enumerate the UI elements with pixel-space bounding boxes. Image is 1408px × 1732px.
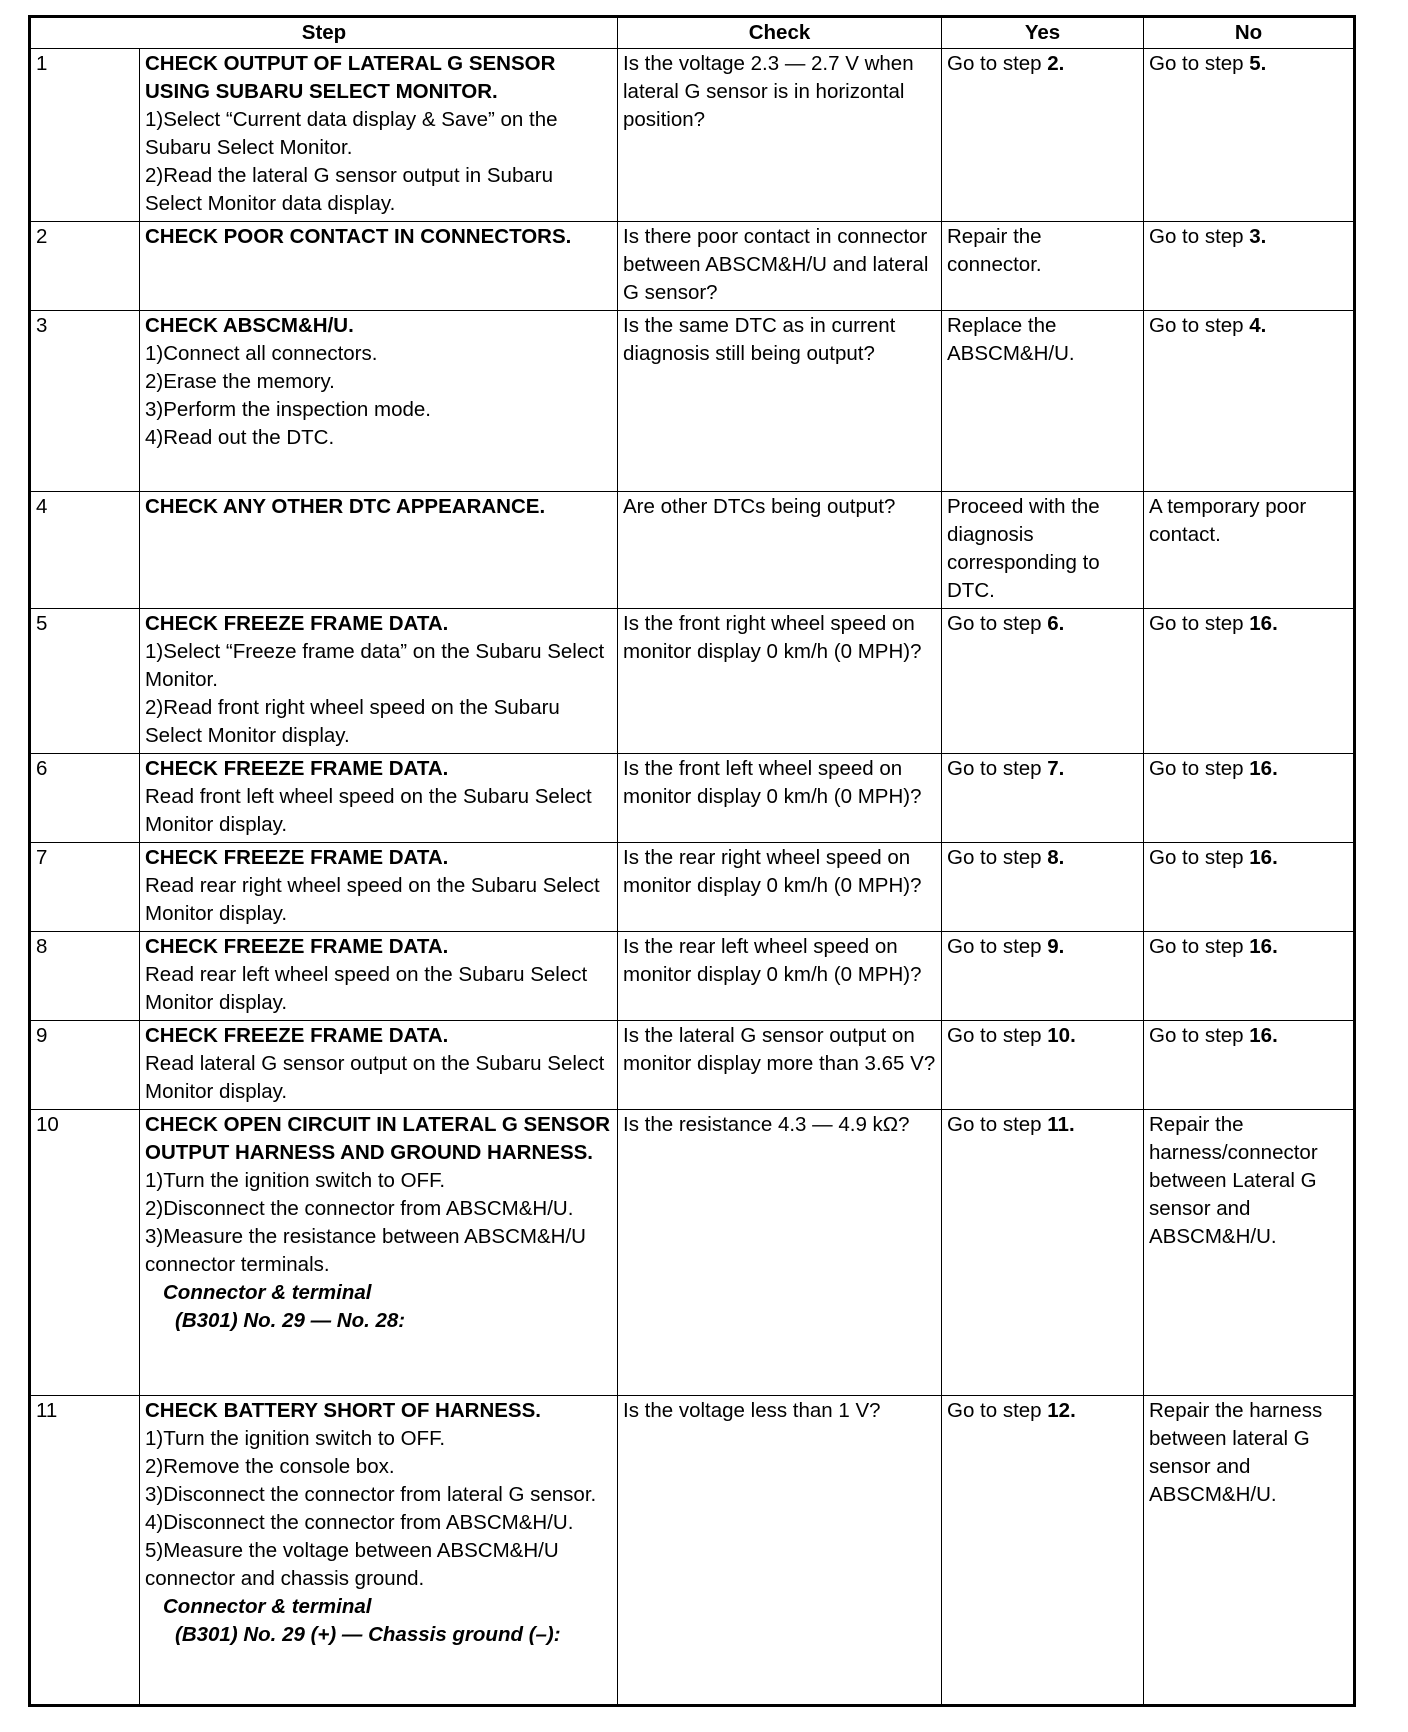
- table-row: [30, 492, 1355, 609]
- yes-step-ref: 9.: [1047, 935, 1065, 958]
- step-action: [140, 843, 618, 932]
- table-row: [30, 609, 1355, 754]
- step-action: [140, 1021, 618, 1110]
- step-instruction: 1)Turn the ignition switch to OFF.: [145, 1427, 446, 1450]
- yes-text: Go to step: [947, 1113, 1048, 1136]
- yes-text: Go to step: [947, 935, 1048, 958]
- no-cell: [1144, 222, 1355, 311]
- step-number: 10: [30, 1110, 140, 1396]
- no-step-ref: 16.: [1249, 757, 1278, 780]
- header-row: [30, 17, 1355, 49]
- header-yes: Yes: [942, 17, 1144, 49]
- yes-step-ref: 6.: [1047, 612, 1065, 635]
- table-row: [30, 1021, 1355, 1110]
- step-title: CHECK FREEZE FRAME DATA.: [145, 757, 449, 780]
- step-number: 5: [30, 609, 140, 754]
- no-cell: [1144, 311, 1355, 492]
- no-text: Go to step: [1149, 757, 1250, 780]
- step-instruction: 3)Perform the inspection mode.: [145, 398, 431, 421]
- step-number: 1: [30, 49, 140, 222]
- yes-step-ref: 10.: [1047, 1024, 1076, 1047]
- step-number: 8: [30, 932, 140, 1021]
- step-title: CHECK FREEZE FRAME DATA.: [145, 612, 449, 635]
- no-cell: [1144, 609, 1355, 754]
- yes-step-ref: 8.: [1047, 846, 1065, 869]
- check-text: Is the voltage 2.3 — 2.7 V when lateral G sensor is in horizontal position?: [618, 49, 942, 222]
- no-cell: Repair the harness/connector between Lateral G sensor and ABSCM&H/U.: [1144, 1110, 1355, 1396]
- table-row: [30, 311, 1355, 492]
- no-step-ref: 16.: [1249, 1024, 1278, 1047]
- no-step-ref: 16.: [1249, 612, 1278, 635]
- table-row: [30, 754, 1355, 843]
- no-cell: [1144, 754, 1355, 843]
- yes-cell: [942, 609, 1144, 754]
- step-instruction: Read rear left wheel speed on the Subaru Select Monitor display.: [145, 963, 588, 1014]
- check-text: Is the rear left wheel speed on monitor display 0 km/h (0 MPH)?: [618, 932, 942, 1021]
- no-step-ref: 3.: [1249, 225, 1267, 248]
- check-text: Is the resistance 4.3 — 4.9 kΩ?: [618, 1110, 942, 1396]
- yes-text: Go to step: [947, 846, 1048, 869]
- step-number: 6: [30, 754, 140, 843]
- step-title: CHECK ANY OTHER DTC APPEARANCE.: [145, 495, 546, 518]
- connector-terminal-value: (B301) No. 29 — No. 28:: [175, 1309, 406, 1332]
- yes-cell: [942, 754, 1144, 843]
- no-text: Go to step: [1149, 846, 1250, 869]
- yes-text: Go to step: [947, 1024, 1048, 1047]
- yes-cell: [942, 1396, 1144, 1706]
- no-text: Go to step: [1149, 935, 1250, 958]
- yes-text: Go to step: [947, 757, 1048, 780]
- step-number: 7: [30, 843, 140, 932]
- no-text: Go to step: [1149, 1024, 1250, 1047]
- step-instruction: Read front left wheel speed on the Subaru Select Monitor display.: [145, 785, 592, 836]
- step-number: 11: [30, 1396, 140, 1706]
- yes-cell: [942, 1110, 1144, 1396]
- step-number: 9: [30, 1021, 140, 1110]
- connector-terminal-value: (B301) No. 29 (+) — Chassis ground (–):: [175, 1623, 561, 1646]
- no-cell: [1144, 843, 1355, 932]
- header-step: Step: [30, 17, 618, 49]
- step-title: CHECK FREEZE FRAME DATA.: [145, 846, 449, 869]
- yes-text: Go to step: [947, 612, 1048, 635]
- step-action: [140, 932, 618, 1021]
- yes-cell: [942, 843, 1144, 932]
- step-instruction: 5)Measure the voltage between ABSCM&H/U connector and chassis ground.: [145, 1539, 559, 1590]
- check-text: Is the same DTC as in current diagnosis still being output?: [618, 311, 942, 492]
- step-action: [140, 609, 618, 754]
- no-cell: Repair the harness between lateral G sensor and ABSCM&H/U.: [1144, 1396, 1355, 1706]
- yes-cell: [942, 932, 1144, 1021]
- no-cell: [1144, 1021, 1355, 1110]
- step-instruction: 4)Disconnect the connector from ABSCM&H/U.: [145, 1511, 574, 1534]
- step-title: CHECK OUTPUT OF LATERAL G SENSOR USING SUBARU SELECT MONITOR.: [145, 52, 556, 103]
- table-row: [30, 222, 1355, 311]
- yes-cell: Replace the ABSCM&H/U.: [942, 311, 1144, 492]
- step-instruction: 3)Measure the resistance between ABSCM&H/U connector terminals.: [145, 1225, 586, 1276]
- step-instruction: 2)Remove the console box.: [145, 1455, 395, 1478]
- step-title: CHECK OPEN CIRCUIT IN LATERAL G SENSOR OUTPUT HARNESS AND GROUND HARNESS.: [145, 1113, 611, 1164]
- check-text: Are other DTCs being output?: [618, 492, 942, 609]
- check-text: Is the lateral G sensor output on monitor display more than 3.65 V?: [618, 1021, 942, 1110]
- connector-terminal-label: Connector & terminal: [163, 1281, 372, 1304]
- step-action: [140, 1396, 618, 1706]
- yes-cell: Repair the connector.: [942, 222, 1144, 311]
- step-instruction: 2)Erase the memory.: [145, 370, 335, 393]
- no-step-ref: 5.: [1249, 52, 1267, 75]
- yes-step-ref: 7.: [1047, 757, 1065, 780]
- step-instruction: 3)Disconnect the connector from lateral G sensor.: [145, 1483, 597, 1506]
- no-step-ref: 16.: [1249, 935, 1278, 958]
- no-cell: [1144, 932, 1355, 1021]
- step-action: [140, 492, 618, 609]
- connector-terminal-label: Connector & terminal: [163, 1595, 372, 1618]
- step-instruction: Read rear right wheel speed on the Subaru Select Monitor display.: [145, 874, 600, 925]
- step-number: 2: [30, 222, 140, 311]
- step-instruction: 2)Read front right wheel speed on the Subaru Select Monitor display.: [145, 696, 560, 747]
- yes-cell: Proceed with the diagnosis corresponding to DTC.: [942, 492, 1144, 609]
- yes-text: Go to step: [947, 52, 1048, 75]
- no-text: Go to step: [1149, 52, 1250, 75]
- no-text: Go to step: [1149, 225, 1250, 248]
- table-row: [30, 843, 1355, 932]
- no-cell: A temporary poor contact.: [1144, 492, 1355, 609]
- no-cell: [1144, 49, 1355, 222]
- yes-step-ref: 11.: [1047, 1113, 1075, 1136]
- step-instruction: 2)Read the lateral G sensor output in Subaru Select Monitor data display.: [145, 164, 553, 215]
- check-text: Is there poor contact in connector between ABSCM&H/U and lateral G sensor?: [618, 222, 942, 311]
- check-text: Is the voltage less than 1 V?: [618, 1396, 942, 1706]
- yes-text: Go to step: [947, 1399, 1048, 1422]
- step-instruction: Read lateral G sensor output on the Subaru Select Monitor display.: [145, 1052, 605, 1103]
- check-text: Is the front left wheel speed on monitor display 0 km/h (0 MPH)?: [618, 754, 942, 843]
- diagnostic-table: [28, 15, 1356, 1707]
- header-check: Check: [618, 17, 942, 49]
- table-row: [30, 49, 1355, 222]
- table-row: [30, 932, 1355, 1021]
- yes-step-ref: 12.: [1047, 1399, 1076, 1422]
- yes-cell: [942, 1021, 1144, 1110]
- check-text: Is the rear right wheel speed on monitor display 0 km/h (0 MPH)?: [618, 843, 942, 932]
- no-step-ref: 4.: [1249, 314, 1267, 337]
- table-row: [30, 1396, 1355, 1706]
- step-instruction: 1)Select “Current data display & Save” on the Subaru Select Monitor.: [145, 108, 558, 159]
- step-title: CHECK ABSCM&H/U.: [145, 314, 354, 337]
- step-number: 3: [30, 311, 140, 492]
- no-step-ref: 16.: [1249, 846, 1278, 869]
- step-action: [140, 222, 618, 311]
- header-no: No: [1144, 17, 1355, 49]
- step-instruction: 1)Turn the ignition switch to OFF.: [145, 1169, 446, 1192]
- yes-cell: [942, 49, 1144, 222]
- step-instruction: 1)Select “Freeze frame data” on the Subaru Select Monitor.: [145, 640, 605, 691]
- no-text: Go to step: [1149, 612, 1250, 635]
- step-action: [140, 754, 618, 843]
- step-title: CHECK POOR CONTACT IN CONNECTORS.: [145, 225, 572, 248]
- step-action: [140, 1110, 618, 1396]
- step-action: [140, 311, 618, 492]
- step-instruction: 2)Disconnect the connector from ABSCM&H/U.: [145, 1197, 574, 1220]
- step-number: 4: [30, 492, 140, 609]
- check-text: Is the front right wheel speed on monitor display 0 km/h (0 MPH)?: [618, 609, 942, 754]
- yes-step-ref: 2.: [1047, 52, 1065, 75]
- step-title: CHECK FREEZE FRAME DATA.: [145, 935, 449, 958]
- no-text: Go to step: [1149, 314, 1250, 337]
- step-title: CHECK FREEZE FRAME DATA.: [145, 1024, 449, 1047]
- step-title: CHECK BATTERY SHORT OF HARNESS.: [145, 1399, 541, 1422]
- step-action: [140, 49, 618, 222]
- step-instruction: 4)Read out the DTC.: [145, 426, 335, 449]
- step-instruction: 1)Connect all connectors.: [145, 342, 378, 365]
- table-row: [30, 1110, 1355, 1396]
